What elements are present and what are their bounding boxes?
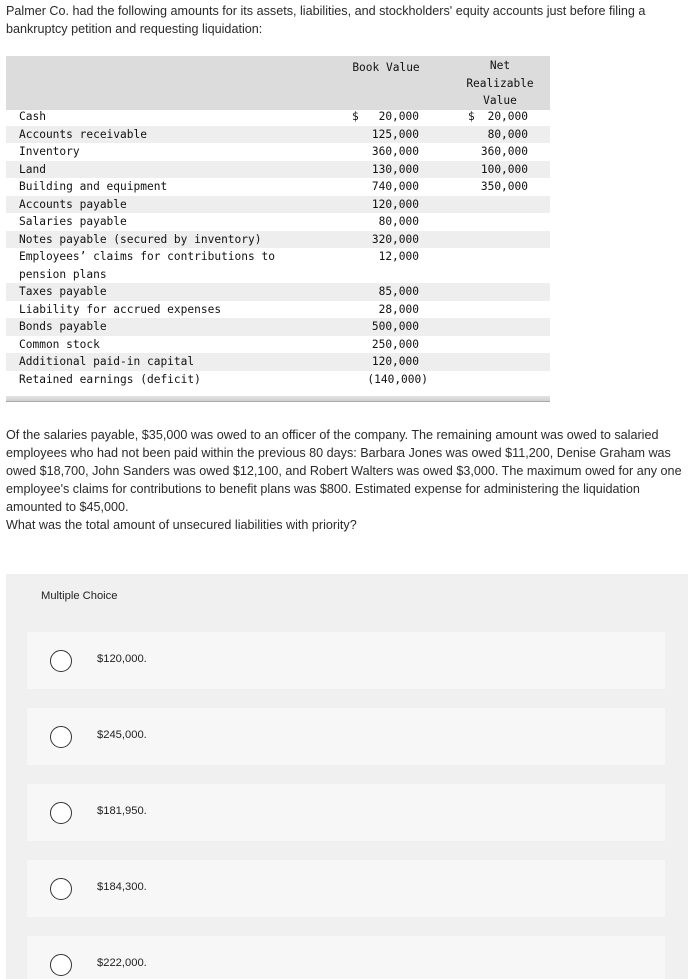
header-nrv-line2: Realizable <box>466 76 534 90</box>
choice-text: $184,300. <box>97 881 147 893</box>
table-header <box>6 56 550 110</box>
choice-option-2[interactable] <box>27 708 665 765</box>
question-facts <box>6 426 686 534</box>
question-intro: Palmer Co. had the following amounts for its assets, liabilities, and stockholders' equity accounts just before filing a bankruptcy petition and requesting liquidation: <box>6 4 646 36</box>
choice-option-4[interactable] <box>27 860 665 917</box>
book-value-cell: 120,000 <box>371 197 419 211</box>
row-label: Accounts receivable <box>19 127 147 141</box>
row-label: Taxes payable <box>19 285 107 298</box>
table-footer <box>6 396 550 402</box>
choice-option-5[interactable] <box>27 936 665 979</box>
row-label: Inventory <box>19 145 80 158</box>
row-label: Common stock <box>19 337 100 351</box>
table-row <box>6 318 550 336</box>
table-row <box>6 371 550 389</box>
choice-text: $222,000. <box>97 957 147 969</box>
choice-option-1[interactable] <box>27 632 665 689</box>
table-row <box>6 178 550 196</box>
table-row <box>6 108 550 126</box>
choice-text: $245,000. <box>97 729 147 741</box>
book-value-cell: 360,000 <box>371 145 419 158</box>
table-row <box>6 143 550 161</box>
choice-option-3[interactable] <box>27 784 665 841</box>
dollar-sign: $ <box>352 110 359 123</box>
nrv-cell: 100,000 <box>480 162 528 176</box>
table-row <box>6 126 550 144</box>
row-label: Notes payable (secured by inventory) <box>19 232 262 246</box>
table-row <box>6 283 550 301</box>
nrv-cell: 80,000 <box>487 127 528 141</box>
row-label: Retained earnings (deficit) <box>19 372 201 386</box>
table-row <box>6 248 550 283</box>
row-label: Cash <box>19 110 46 123</box>
header-net-realizable-value <box>460 57 540 110</box>
table-row <box>6 353 550 371</box>
header-nrv-line3: Value <box>483 94 517 107</box>
facts-paragraph: Of the salaries payable, $35,000 was owed to an officer of the company. The remaining amount was owed to salaried employees who had not been paid within the previous 80 days: Barbara Jones was owed $11,200, Denise Graham was owed $18,700, John Sanders was owed $12,100, and Robert Walters was owed $3,000. The maximum owed for any one employee's claims for contributions to benefit plans was $800. Estimated expense for administering the liquidation amounted to $45,000. <box>6 428 682 514</box>
nrv-cell: 350,000 <box>480 180 528 193</box>
table-row <box>6 301 550 319</box>
row-label: Additional paid-in capital <box>19 355 195 368</box>
nrv-cell: 360,000 <box>480 145 528 158</box>
dollar-sign: $ <box>468 110 475 123</box>
choice-text: $181,950. <box>97 805 147 817</box>
nrv-cell: 20,000 <box>487 110 528 123</box>
multiple-choice-panel <box>6 574 688 979</box>
table-row <box>6 196 550 214</box>
book-value-cell: 85,000 <box>378 285 419 298</box>
accounts-table <box>6 56 550 402</box>
book-value-cell: 28,000 <box>378 302 419 316</box>
choice-text: $120,000. <box>97 653 147 665</box>
row-label: Building and equipment <box>19 180 168 193</box>
book-value-cell: 120,000 <box>371 355 419 368</box>
book-value-cell: 740,000 <box>371 180 419 193</box>
row-label: Land <box>19 162 46 176</box>
book-value-cell: 12,000 <box>378 250 419 263</box>
row-label: Accounts payable <box>19 197 127 211</box>
book-value-cell: 500,000 <box>371 320 419 333</box>
row-label: Salaries payable <box>19 215 127 228</box>
book-value-cell: 320,000 <box>371 232 419 246</box>
book-value-cell: 130,000 <box>371 162 419 176</box>
radio-button-icon[interactable] <box>50 954 72 976</box>
table-row <box>6 336 550 354</box>
row-label: Bonds payable <box>19 320 107 333</box>
row-label: Liability for accrued expenses <box>19 302 222 316</box>
table-row <box>6 213 550 231</box>
radio-button-icon[interactable] <box>50 726 72 748</box>
radio-button-icon[interactable] <box>50 802 72 824</box>
question-prompt: What was the total amount of unsecured liabilities with priority? <box>6 518 357 532</box>
row-label: Employees’ claims for contributions to pension plans <box>19 250 275 281</box>
book-value-cell: (140,000) <box>367 372 428 386</box>
multiple-choice-label: Multiple Choice <box>41 590 118 602</box>
table-row <box>6 231 550 249</box>
book-value-cell: 20,000 <box>378 110 419 123</box>
book-value-cell: 125,000 <box>371 127 419 141</box>
header-book-value: Book Value <box>352 61 420 74</box>
book-value-cell: 80,000 <box>378 215 419 228</box>
table-row <box>6 161 550 179</box>
book-value-cell: 250,000 <box>371 337 419 351</box>
header-nrv-line1: Net <box>489 59 511 72</box>
radio-button-icon[interactable] <box>50 878 72 900</box>
radio-button-icon[interactable] <box>50 650 72 672</box>
